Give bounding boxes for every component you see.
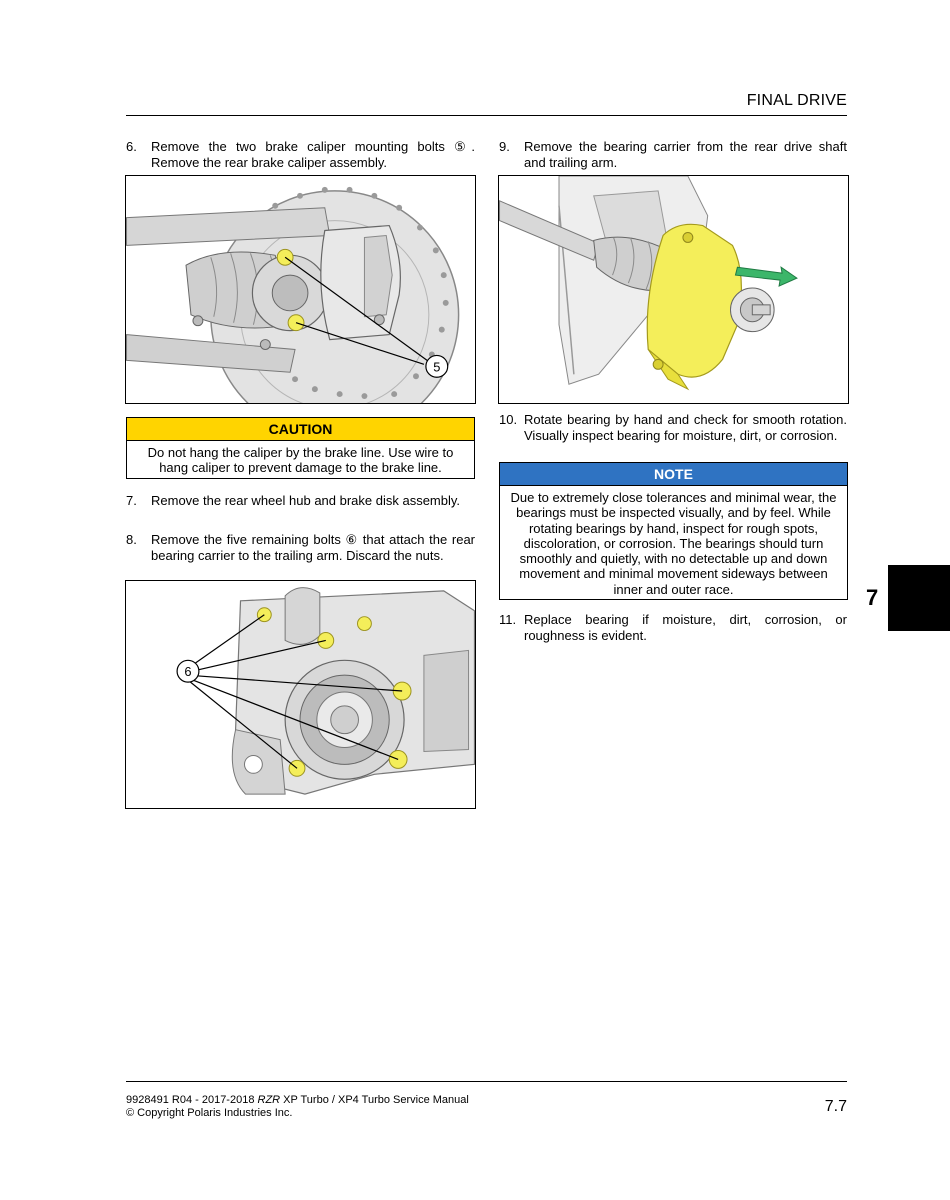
step-7-text: Remove the rear wheel hub and brake disk assembly. [151, 493, 461, 508]
step-9 [499, 139, 847, 170]
caution-box [126, 417, 475, 479]
figure-1-callout: 5 [433, 359, 441, 375]
bearing-carrier-removal-figure [498, 175, 849, 404]
caution-text: Do not hang the caliper by the brake line. Use wire to hang caliper to prevent damage to the brake line. [147, 445, 454, 476]
step-11-number: 11. [499, 612, 517, 627]
note-title: NOTE [500, 463, 847, 486]
chapter-tab [888, 565, 950, 631]
note-box [499, 462, 848, 600]
header-rule [126, 115, 847, 116]
step-9-text: Remove the bearing carrier from the rear drive shaft and trailing arm. [524, 139, 847, 170]
step-7-number: 7. [126, 493, 137, 508]
footer-rule [126, 1081, 847, 1082]
section-title: FINAL DRIVE [746, 92, 847, 109]
bearing-carrier-removal-illustration [499, 176, 848, 403]
step-9-number: 9. [499, 139, 510, 154]
bearing-carrier-bolts-figure [125, 580, 476, 809]
step-10-number: 10. [499, 412, 518, 427]
brake-caliper-figure [125, 175, 476, 404]
step-10 [499, 412, 847, 443]
step-10-text: Rotate bearing by hand and check for smooth rotation. Visually inspect bearing for moisture, dirt, or corrosion. [524, 412, 847, 443]
step-8 [126, 532, 475, 563]
caution-title: CAUTION [127, 418, 474, 441]
step-6-text: Remove the two brake caliper mounting bolts ⑤. Remove the rear brake caliper assembly. [151, 139, 475, 170]
bearing-carrier-bolts-illustration [126, 581, 475, 808]
chapter-number: 7 [866, 585, 879, 610]
footer-copyright: © Copyright Polaris Industries Inc. [126, 1107, 293, 1119]
step-11 [499, 612, 847, 643]
figure-3-callout: 6 [184, 664, 192, 680]
brake-caliper-illustration [126, 176, 475, 403]
footer-manual-line: 9928491 R04 - 2017-2018 RZR XP Turbo / XP4 Turbo Service Manual [126, 1094, 469, 1106]
note-text: Due to extremely close tolerances and minimal wear, the bearings must be inspected visually, and by feel. While rotating bearings by hand, inspect for rough spots, discoloration, or corrosion. The bearings should turn smoothly and quietly, with no detectable up and down movement and minimal movement sideways between inner and outer race. [510, 490, 837, 597]
step-11-text: Replace bearing if moisture, dirt, corrosion, or roughness is evident. [524, 612, 847, 643]
page-number: 7.7 [824, 1098, 847, 1115]
step-6-number: 6. [126, 139, 137, 154]
step-6 [126, 139, 475, 170]
footer-text [126, 1094, 469, 1120]
footer-model-name: RZR [257, 1094, 281, 1106]
step-8-text: Remove the five remaining bolts ⑥ that attach the rear bearing carrier to the trailing arm. Discard the nuts. [151, 532, 475, 563]
step-8-number: 8. [126, 532, 137, 547]
step-7 [126, 493, 475, 509]
